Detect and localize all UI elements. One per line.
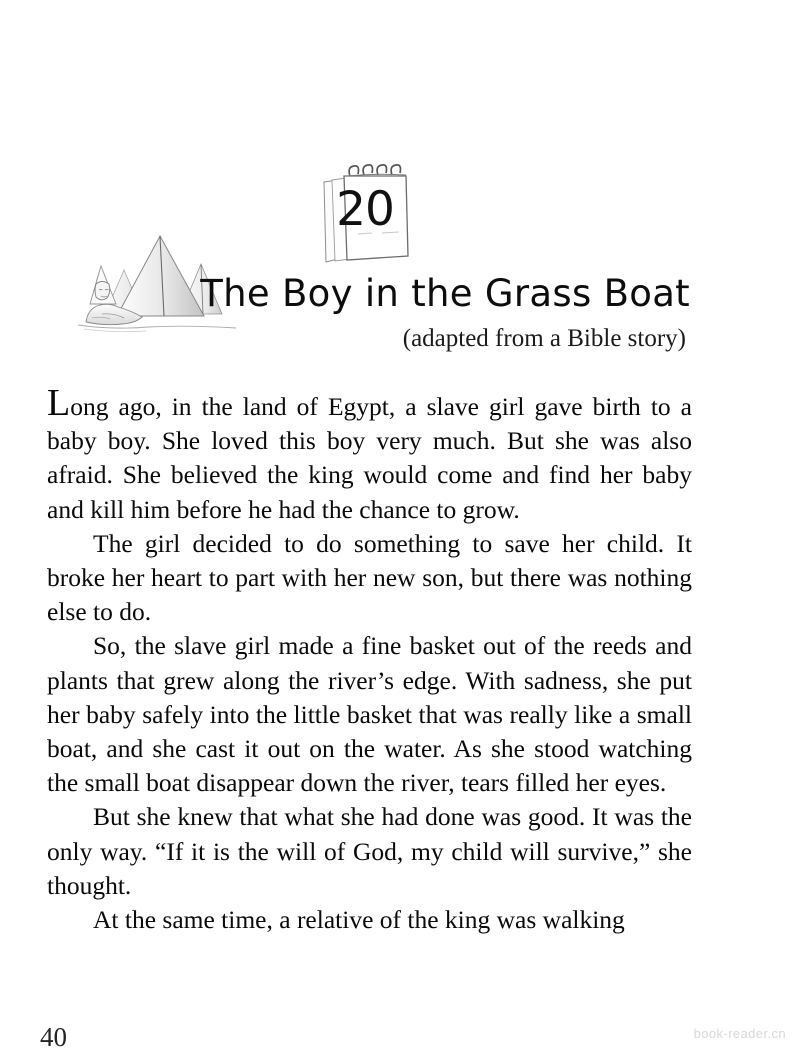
paragraph: But she knew that what she had done was good. It was the only way. “If it is the will of God, my child will survive,” she thought. xyxy=(47,802,692,900)
page-title: The Boy in the Grass Boat xyxy=(200,272,690,315)
paragraph: Long ago, in the land of Egypt, a slave girl gave birth to a baby boy. She loved this boy very much. But she was also afraid. She believed the king would come and find her baby and kill him before he had the chance to grow. xyxy=(47,382,692,524)
chapter-number: 20 xyxy=(336,182,394,237)
page-number: 40 xyxy=(40,1022,67,1052)
paragraph: So, the slave girl made a fine basket out of the reeds and plants that grew along the river’s edge. With sadness, she put her baby safely into the little basket that was really like a small boat, and she cast it out on the water. As she stood watching the small boat disappear down the river, tears filled her eyes. xyxy=(47,631,692,798)
story-body xyxy=(47,382,692,937)
paragraph: At the same time, a relative of the king was walking xyxy=(93,905,625,935)
watermark: book-reader.cn xyxy=(693,1026,786,1041)
page-subtitle: (adapted from a Bible story) xyxy=(402,325,686,352)
chapter-header xyxy=(0,0,800,270)
title-block xyxy=(48,272,690,354)
paragraph: The girl decided to do something to save her child. It broke her heart to part with her new son, but there was nothing else to do. xyxy=(47,528,692,627)
